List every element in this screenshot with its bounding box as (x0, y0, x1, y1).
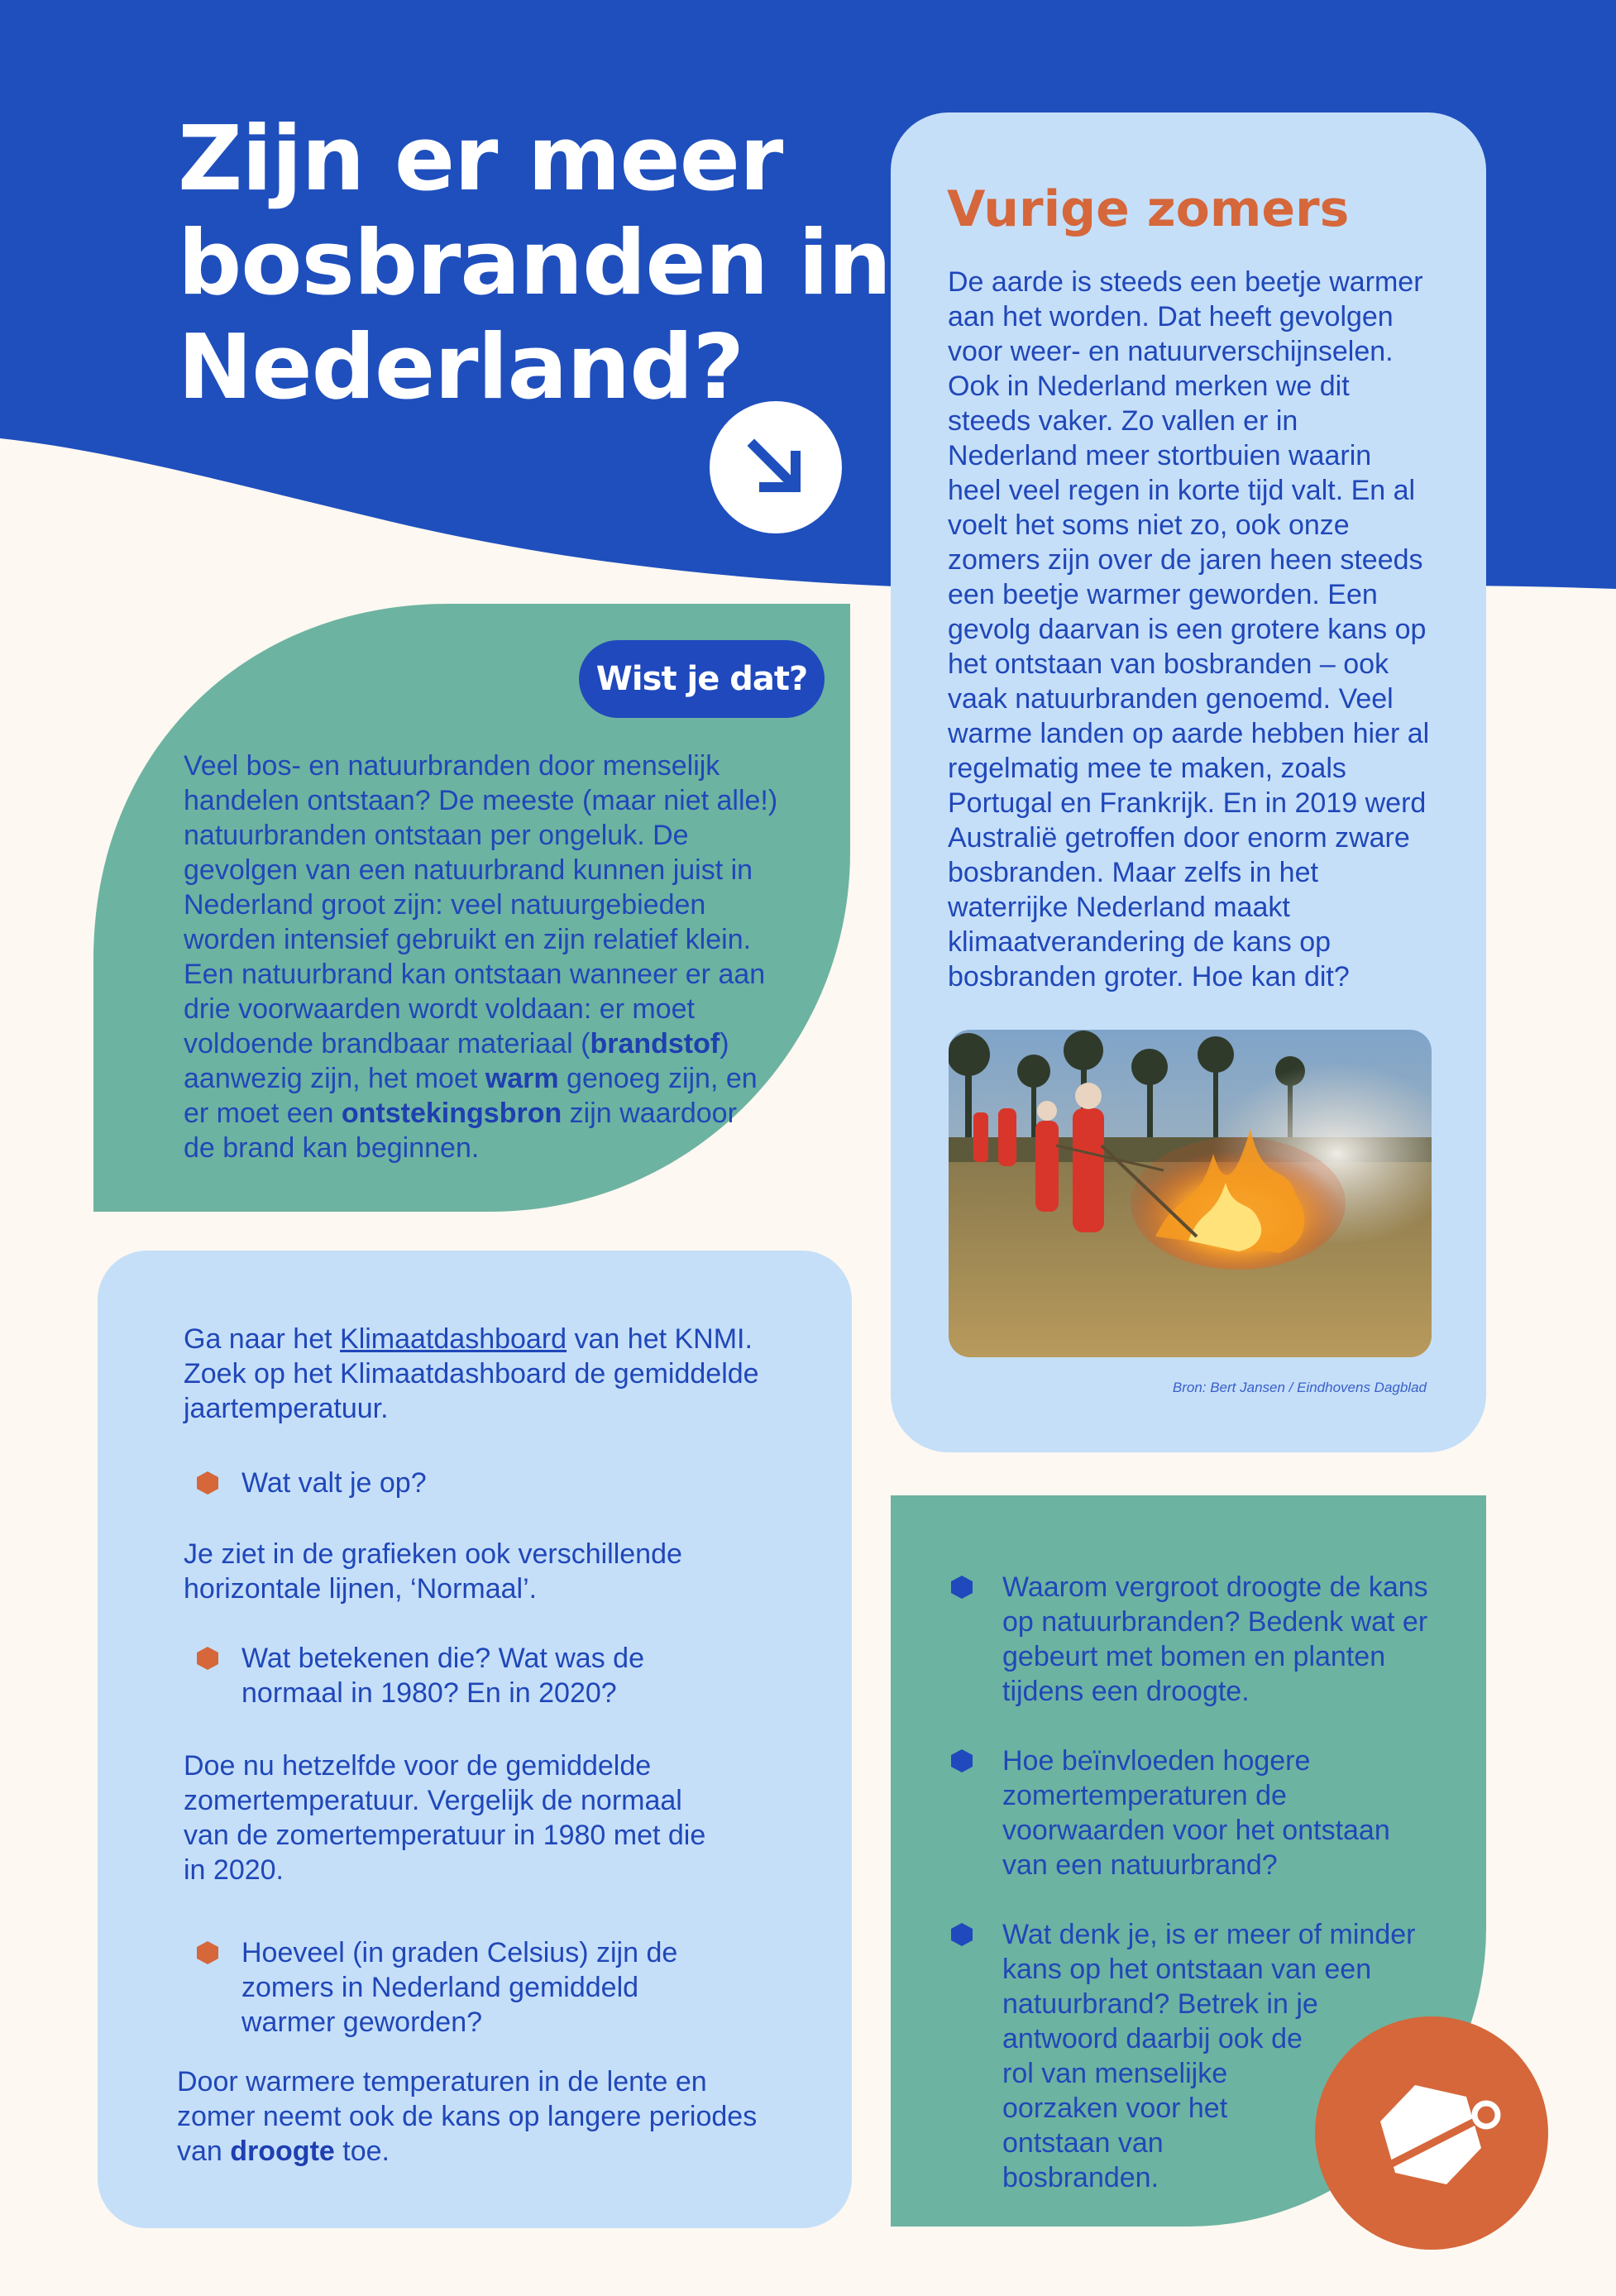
body-line: aanwezig zijn, het moet warm genoeg zijn, en (184, 1063, 758, 1094)
term-droogte: droogte (230, 2136, 335, 2167)
question-line: warmer geworden? (241, 2007, 483, 2038)
body-line: De aarde is steeds een beetje warmer (948, 266, 1423, 298)
question-line: van een natuurbrand? (1002, 1849, 1278, 1881)
body-line: bosbranden. Maar zelfs in het (948, 857, 1318, 888)
thermometer-badge-icon (1315, 2016, 1548, 2250)
body-line: Je ziet in de grafieken ook verschillende (184, 1538, 682, 1570)
body-line: drie voorwaarden wordt voldaan: er moet (184, 993, 695, 1025)
title-line: Zijn er meer (178, 108, 783, 211)
hexagon-blue-icon (949, 1748, 974, 1773)
body-line: Een natuurbrand kan ontstaan wanneer er aan (184, 959, 766, 990)
body-line: bosbranden groter. Hoe kan dit? (948, 961, 1350, 993)
hexagon-orange-icon (195, 1471, 220, 1495)
body-line: steeds vaker. Zo vallen er in (948, 405, 1298, 437)
hexagon-orange-icon (195, 1940, 220, 1965)
wist-je-dat-body (184, 749, 812, 1165)
body-line: er moet een ontstekingsbron zijn waardoor (184, 1098, 737, 1129)
body-line: van droogte toe. (177, 2136, 390, 2167)
hexagon-orange-icon (195, 1646, 220, 1671)
question-line: Hoe beïnvloeden hogere (1002, 1745, 1311, 1777)
question-line: Waarom vergroot droogte de kans (1002, 1571, 1428, 1603)
body-line: het ontstaan van bosbranden – ook (948, 648, 1389, 680)
body-line: voldoende brandbaar materiaal (brandstof) (184, 1028, 729, 1060)
body-line: heel veel regen in korte tijd valt. En al (948, 475, 1416, 506)
klimaat-intro (184, 1322, 812, 1426)
term-brandstof: brandstof (590, 1028, 720, 1060)
body-line: Nederland groot zijn: veel natuurgebieden (184, 889, 706, 921)
title-line: Nederland? (178, 316, 744, 419)
question-item (195, 1641, 644, 1710)
body-line: gevolgen van een natuurbrand kunnen juist in (184, 854, 753, 886)
body-line: Doe nu hetzelfde voor de gemiddelde (184, 1750, 652, 1782)
body-line: handelen ontstaan? De meeste (maar niet alle!) (184, 785, 778, 816)
body-line: natuurbranden ontstaan per ongeluk. De (184, 820, 689, 851)
body-line: Veel bos- en natuurbranden door menselijk (184, 750, 720, 782)
question-line: oorzaken voor het (1002, 2093, 1228, 2124)
question-item (195, 1466, 427, 1500)
body-line: Zoek op het Klimaatdashboard de gemiddelde (184, 1358, 759, 1390)
hexagon-blue-icon (949, 1922, 974, 1947)
body-line: voelt het soms niet zo, ook onze (948, 509, 1350, 541)
body-line: waterrijke Nederland maakt (948, 892, 1290, 923)
question-line: zomers in Nederland gemiddeld (241, 1972, 639, 2003)
arrow-down-right-icon (710, 401, 842, 533)
question-line: rol van menselijke (1002, 2058, 1228, 2089)
body-line: regelmatig mee te maken, zoals (948, 753, 1346, 784)
question-line: voorwaarden voor het ontstaan (1002, 1815, 1390, 1846)
body-line: worden intensief gebruikt en zijn relatief klein. (184, 924, 752, 955)
body-line: Nederland meer stortbuien waarin (948, 440, 1372, 471)
hexagon-blue-icon (949, 1575, 974, 1600)
body-line: zomers zijn over de jaren heen steeds (948, 544, 1423, 576)
term-ontstekingsbron: ontstekingsbron (341, 1098, 562, 1129)
question-item (949, 1570, 1428, 1709)
body-line: horizontale lijnen, ‘Normaal’. (184, 1573, 538, 1605)
body-line: aan het worden. Dat heeft gevolgen (948, 301, 1394, 332)
body-line: Portugal en Frankrijk. En in 2019 werd (948, 787, 1427, 819)
body-line: zomer neemt ook de kans op langere periodes (177, 2101, 758, 2132)
vurige-zomers-heading: Vurige zomers (947, 180, 1350, 238)
question-line: tijdens een droogte. (1002, 1676, 1250, 1707)
vurige-zomers-body (948, 265, 1461, 994)
question-line: op natuurbranden? Bedenk wat er (1002, 1606, 1428, 1638)
klimaat-paragraph-3 (184, 1748, 812, 1887)
body-line: Door warmere temperaturen in de lente en (177, 2066, 707, 2097)
question-line: Wat denk je, is er meer of minder (1002, 1919, 1416, 1950)
question-item (949, 1744, 1390, 1882)
photo-credit: Bron: Bert Jansen / Eindhovens Dagblad (1172, 1380, 1427, 1395)
term-warm: warm (485, 1063, 559, 1094)
question-line: Hoeveel (in graden Celsius) zijn de (241, 1937, 678, 1968)
body-line: Australië getroffen door enorm zware (948, 822, 1410, 854)
klimaat-paragraph-2 (184, 1537, 812, 1606)
question-line: kans op het ontstaan van een (1002, 1954, 1372, 1985)
question-line: zomertemperaturen de (1002, 1780, 1287, 1811)
body-line: de brand kan beginnen. (184, 1132, 480, 1164)
body-line: gevolg daarvan is een grotere kans op (948, 614, 1427, 645)
body-line: jaartemperatuur. (184, 1393, 389, 1424)
question-line: ontstaan van (1002, 2127, 1164, 2159)
title-line: bosbranden in (178, 212, 892, 315)
body-line: voor weer- en natuurverschijnselen. (948, 336, 1394, 367)
wist-je-dat-badge: Wist je dat? (579, 640, 825, 718)
question-item (195, 1935, 677, 2040)
question-line: gebeurt met bomen en planten (1002, 1641, 1386, 1672)
body-line: klimaatverandering de kans op (948, 926, 1332, 958)
body-line: van de zomertemperatuur in 1980 met die (184, 1820, 706, 1851)
question-line: Wat betekenen die? Wat was de (241, 1643, 644, 1674)
body-line: Ga naar het Klimaatdashboard van het KNMI. (184, 1323, 753, 1355)
body-line: warme landen op aarde hebben hier al (948, 718, 1430, 749)
body-line: een beetje warmer geworden. Een (948, 579, 1378, 610)
question-line: antwoord daarbij ook de (1002, 2023, 1303, 2054)
question-line: bosbranden. (1002, 2162, 1159, 2193)
question-line: natuurbrand? Betrek in je (1002, 1988, 1318, 2020)
wildfire-photo (949, 1030, 1432, 1357)
body-line: vaak natuurbranden genoemd. Veel (948, 683, 1394, 715)
page-title (178, 108, 922, 420)
body-line: zomertemperatuur. Vergelijk de normaal (184, 1785, 682, 1816)
body-line: Ook in Nederland merken we dit (948, 371, 1350, 402)
klimaatdashboard-link[interactable]: Klimaatdashboard (340, 1323, 567, 1355)
klimaat-paragraph-4 (177, 2064, 839, 2169)
body-line: in 2020. (184, 1854, 284, 1886)
question-line: normaal in 1980? En in 2020? (241, 1677, 617, 1709)
question-text: Wat valt je op? (241, 1467, 427, 1499)
